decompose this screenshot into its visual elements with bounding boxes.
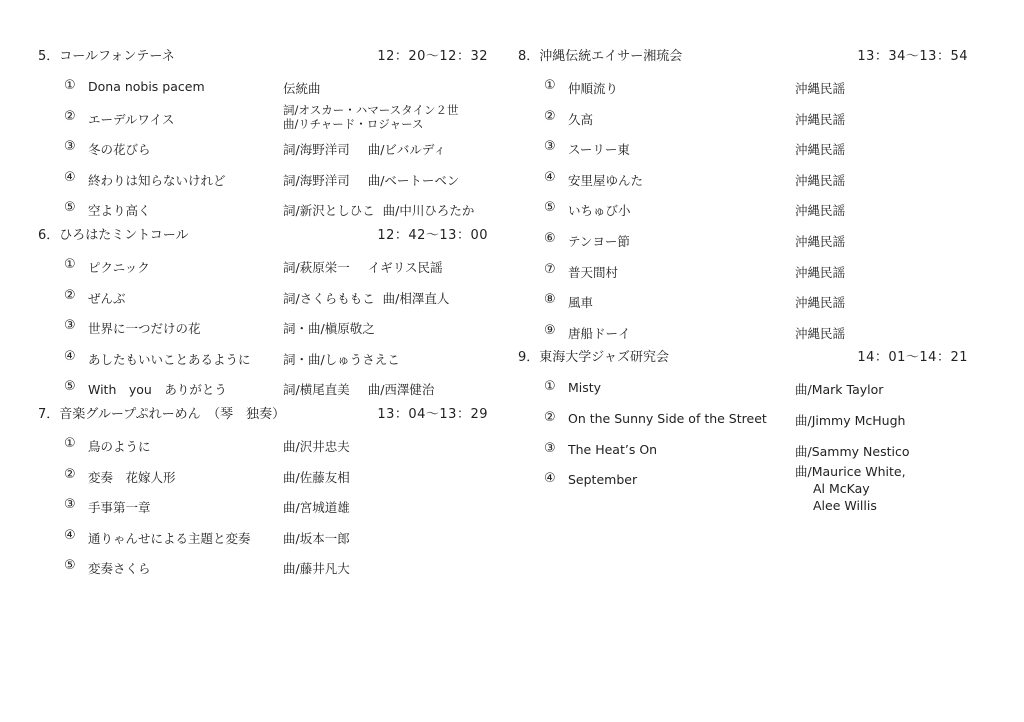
item-number: ⑥ xyxy=(544,230,556,246)
credit-lyrics: 詞/海野洋司 xyxy=(283,172,350,188)
credit-lyrics-music: 詞・曲/槇原敬之 xyxy=(283,321,375,337)
song-credits: 沖縄民謡 xyxy=(795,111,846,127)
song-credits: 曲/Mark Taylor xyxy=(795,382,884,398)
song-credits xyxy=(283,559,350,577)
program-item xyxy=(38,459,488,490)
program-item xyxy=(518,284,968,315)
song-title: 安里屋ゆんた xyxy=(568,172,644,188)
song-credits: 沖縄民謡 xyxy=(795,172,846,188)
program-item xyxy=(38,101,488,132)
song-credits xyxy=(283,529,350,547)
section-time: 14：01〜14：21 xyxy=(857,350,968,366)
item-number: ④ xyxy=(64,169,76,185)
item-number: ② xyxy=(64,466,76,482)
item-number: ④ xyxy=(64,348,76,364)
song-credits: 沖縄民謡 xyxy=(795,264,846,280)
program-item xyxy=(518,192,968,223)
song-title: 普天間村 xyxy=(568,264,619,280)
song-credits xyxy=(283,350,400,368)
program-item xyxy=(518,101,968,132)
section-7 xyxy=(38,402,488,581)
item-number: ① xyxy=(544,379,556,395)
song-credits xyxy=(283,437,350,455)
program-item xyxy=(38,249,488,280)
song-title: 冬の花びら xyxy=(88,142,151,158)
section-time: 13：04〜13：29 xyxy=(377,406,488,422)
song-title: いちゅび小 xyxy=(568,203,631,219)
credit-music: 曲/佐藤友相 xyxy=(283,469,350,485)
credit-lyrics: 詞/さくらももこ xyxy=(283,290,375,306)
section-title: 5．コールフォンテーネ xyxy=(38,49,175,64)
section-8 xyxy=(518,44,968,345)
song-credits xyxy=(283,140,446,158)
song-title: 終わりは知らないけれど xyxy=(88,172,226,188)
song-title: Misty xyxy=(568,380,602,396)
item-number: ③ xyxy=(544,139,556,155)
program-item xyxy=(518,315,968,346)
credit-lyrics: 詞/海野洋司 xyxy=(283,142,350,158)
song-title: 通りゃんせによる主題と変奏 xyxy=(88,530,251,546)
section-header xyxy=(38,402,488,428)
program-item xyxy=(38,489,488,520)
section-title: 6．ひろはたミントコール xyxy=(38,227,189,243)
song-title: 変奏さくら xyxy=(88,561,151,577)
song-title: With you ありがとう xyxy=(88,382,227,398)
item-number: ① xyxy=(64,256,76,272)
credit-music: 曲/ビバルディ xyxy=(367,142,446,158)
song-title: あしたもいいことあるように xyxy=(88,351,251,367)
song-credits: 沖縄民謡 xyxy=(795,203,846,219)
program-item xyxy=(518,162,968,193)
program-item xyxy=(38,70,488,101)
program-item xyxy=(518,463,968,514)
item-number: ③ xyxy=(544,440,556,456)
song-credits xyxy=(283,201,474,219)
section-time: 12：20〜12：32 xyxy=(377,49,488,64)
section-title: 9．東海大学ジャズ研究会 xyxy=(518,350,670,366)
credit-music: 曲/リチャード・ロジャース xyxy=(283,116,424,131)
item-number: ① xyxy=(544,78,556,93)
song-title: 手事第一章 xyxy=(88,500,151,516)
section-time: 13：34〜13：54 xyxy=(857,49,968,64)
credit-lyrics: 詞/オスカー・ハマースタイン２世 xyxy=(283,102,459,117)
section-header xyxy=(38,44,488,70)
item-number: ① xyxy=(64,435,76,451)
credit-composer: Alee Willis xyxy=(813,498,877,514)
song-credits: 沖縄民謡 xyxy=(795,325,846,341)
song-credits xyxy=(283,289,449,307)
credit-music: 曲/相澤直人 xyxy=(382,290,450,306)
credit-composer: Al McKay xyxy=(813,481,870,497)
song-title: 風車 xyxy=(568,295,594,311)
credit-lyrics: 詞/新沢としひこ xyxy=(283,203,375,219)
item-number: ⑤ xyxy=(64,558,76,574)
item-number: ⑨ xyxy=(544,322,556,338)
program-item xyxy=(38,428,488,459)
item-number: ⑧ xyxy=(544,292,556,308)
program-item xyxy=(38,310,488,341)
credit-lyrics: 伝統曲 xyxy=(283,81,321,96)
program-item xyxy=(38,162,488,193)
program-item xyxy=(38,520,488,551)
song-credits: 曲/Sammy Nestico xyxy=(795,443,910,459)
item-number: ⑤ xyxy=(64,379,76,395)
song-credits xyxy=(283,319,375,337)
credit-music: イギリス民謡 xyxy=(367,259,443,275)
song-title: テンヨー節 xyxy=(568,233,630,249)
credit-music: 曲/西澤健治 xyxy=(367,382,435,398)
program-item xyxy=(518,70,968,101)
song-title: Dona nobis pacem xyxy=(88,79,205,94)
item-number: ② xyxy=(544,108,556,124)
song-title: 久高 xyxy=(568,111,594,127)
credit-music: 曲/宮城道雄 xyxy=(283,500,350,516)
credit-lyrics: 詞/萩原栄一 xyxy=(283,259,350,275)
song-credits: 沖縄民謡 xyxy=(795,142,846,158)
song-title: 世界に一つだけの花 xyxy=(88,321,201,337)
song-credits: 沖縄民謡 xyxy=(795,81,846,96)
program-item xyxy=(518,131,968,162)
credit-music: 曲/藤井凡大 xyxy=(283,561,350,577)
program-item xyxy=(518,223,968,254)
song-title: September xyxy=(568,472,638,488)
song-credits xyxy=(283,79,321,97)
song-title: The Heat’s On xyxy=(568,441,658,457)
song-title: 唐船ドーイ xyxy=(568,325,631,341)
program-item xyxy=(38,280,488,311)
item-number: ① xyxy=(64,78,76,93)
song-credits xyxy=(283,468,350,486)
section-9 xyxy=(518,345,968,514)
item-number: ④ xyxy=(64,527,76,543)
section-time: 12：42〜13：00 xyxy=(377,227,488,243)
song-title: スーリー東 xyxy=(568,142,630,158)
section-header xyxy=(518,345,968,371)
item-number: ② xyxy=(64,108,76,124)
song-credits xyxy=(283,258,442,276)
song-title: 空より高く xyxy=(88,203,151,219)
item-number: ③ xyxy=(64,497,76,513)
item-number: ③ xyxy=(64,318,76,334)
credit-music: 曲/坂本一郎 xyxy=(283,530,350,546)
credit-music: 曲/中川ひろたか xyxy=(382,203,475,219)
program-item xyxy=(38,131,488,162)
song-credits: 曲/Jimmy McHugh xyxy=(795,412,906,428)
item-number: ⑦ xyxy=(544,261,556,277)
program-item xyxy=(38,550,488,581)
program-item xyxy=(38,341,488,372)
item-number: ④ xyxy=(544,169,556,185)
song-title: ぜんぶ xyxy=(88,290,126,306)
program-item xyxy=(518,371,968,402)
song-title: On the Sunny Side of the Street xyxy=(568,410,767,426)
item-number: ③ xyxy=(64,139,76,155)
credit-lyrics: 詞/横尾直美 xyxy=(283,382,350,398)
section-title: 8．沖縄伝統エイサー湘琉会 xyxy=(518,49,683,64)
song-title: ピクニック xyxy=(88,259,150,275)
right-column xyxy=(518,44,968,514)
song-credits: 沖縄民謡 xyxy=(795,295,846,311)
song-credits xyxy=(795,463,906,514)
song-title: エーデルワイス xyxy=(88,111,175,127)
song-credits xyxy=(283,171,459,189)
credit-music: 曲/ベートーベン xyxy=(367,172,460,188)
item-number: ② xyxy=(64,287,76,303)
item-number: ⑤ xyxy=(64,200,76,216)
song-title: 変奏 花嫁人形 xyxy=(88,469,176,485)
song-title: 鳥のように xyxy=(88,438,151,454)
song-credits xyxy=(283,380,434,398)
credit-composer: 曲/Maurice White, xyxy=(795,464,906,480)
song-credits: 沖縄民謡 xyxy=(795,233,846,249)
credit-lyrics-music: 詞・曲/しゅうさえこ xyxy=(283,351,400,367)
left-column xyxy=(38,44,488,581)
section-header xyxy=(518,44,968,70)
song-title: 仲順流り xyxy=(568,81,619,96)
item-number: ② xyxy=(544,409,556,425)
program-item xyxy=(38,192,488,223)
section-6 xyxy=(38,223,488,402)
credit-music: 曲/沢井忠夫 xyxy=(283,438,350,454)
program-item xyxy=(38,371,488,402)
song-credits xyxy=(283,103,458,131)
program-item xyxy=(518,402,968,433)
item-number: ④ xyxy=(544,471,556,487)
program-item xyxy=(518,254,968,285)
section-header xyxy=(38,223,488,249)
item-number: ⑤ xyxy=(544,200,556,216)
program-item xyxy=(518,433,968,464)
section-title: 7．音楽グループぷれーめん （琴 独奏） xyxy=(38,406,286,422)
section-5 xyxy=(38,44,488,223)
song-credits xyxy=(283,498,350,516)
